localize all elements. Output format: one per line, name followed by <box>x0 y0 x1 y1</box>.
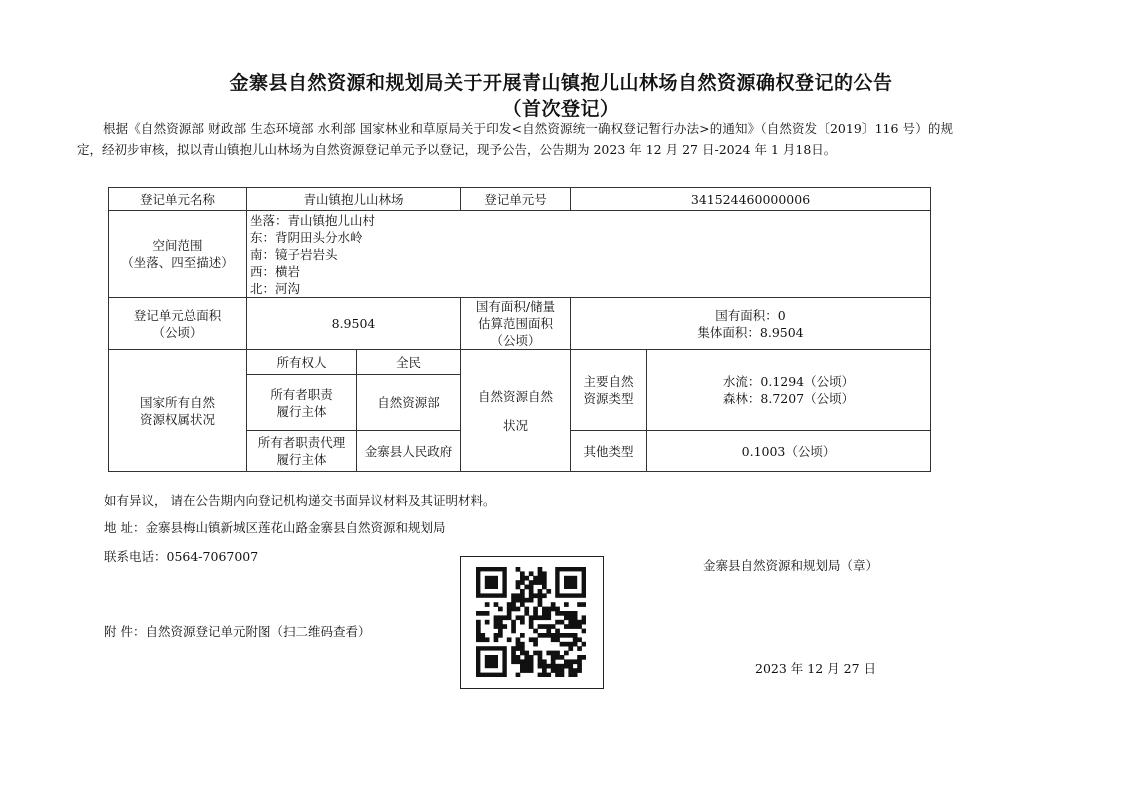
owner-label: 所有权人 <box>247 350 357 375</box>
notice-subtitle: （首次登记） <box>502 98 620 120</box>
owner-value: 全民 <box>357 350 461 375</box>
south-boundary-line: 南：镜子岩岩头 <box>250 247 338 262</box>
state-area-label-line1: 国有面积/储量 <box>475 299 556 314</box>
state-area-value <box>571 298 931 350</box>
qr-code-frame <box>460 556 604 689</box>
duty-holder-label-line2: 履行主体 <box>276 403 327 419</box>
natural-status-label-line2: 状况 <box>503 417 529 433</box>
unit-name-label: 登记单元名称 <box>109 188 247 211</box>
natural-status-label <box>461 350 571 472</box>
main-resource-type-label-line2: 资源类型 <box>583 391 634 406</box>
water-flow-area: 水流：0.1294（公顷） <box>722 374 855 389</box>
space-range-label <box>109 211 247 298</box>
main-resource-type-label-line1: 主要自然 <box>583 374 634 389</box>
total-area-label-line2: （公顷） <box>152 324 203 340</box>
east-boundary-line: 东：背阴田头分水岭 <box>250 230 363 245</box>
issue-date: 2023 年 12 月 27 日 <box>755 661 876 676</box>
duty-holder-label-line1: 所有者职责 <box>270 386 333 402</box>
notice-title: 金寨县自然资源和规划局关于开展青山镇抱儿山林场自然资源确权登记的公告 <box>229 72 893 94</box>
agent-holder-label-line1: 所有者职责代理 <box>257 435 346 450</box>
north-boundary-line: 北：河沟 <box>250 281 301 296</box>
attachment-line: 附 件：自然资源登记单元附图（扫二维码查看） <box>104 624 371 639</box>
unit-number-label: 登记单元号 <box>461 188 571 211</box>
natural-status-label-line1: 自然资源自然 <box>478 388 554 404</box>
duty-holder-label <box>247 375 357 431</box>
forest-area: 森林：8.7207（公顷） <box>722 391 855 406</box>
address-line: 地 址：金寨县梅山镇新城区莲花山路金寨县自然资源和规划局 <box>104 520 446 535</box>
qr-code-icon <box>476 567 586 677</box>
ownership-status-label-line2: 资源权属状况 <box>139 411 215 427</box>
collective-area: 集体面积：8.9504 <box>697 324 804 340</box>
space-range-label-line2: （坐落、四至描述） <box>121 255 234 270</box>
total-area-value: 8.9504 <box>247 298 461 350</box>
other-type-value: 0.1003（公顷） <box>647 431 931 472</box>
total-area-label <box>109 298 247 350</box>
agent-holder-label <box>247 431 357 472</box>
agent-holder-value: 金寨县人民政府 <box>357 431 461 472</box>
unit-number-value: 341524460000006 <box>571 188 931 211</box>
total-area-label-line1: 登记单元总面积 <box>133 307 222 323</box>
main-resource-type-label <box>571 350 647 431</box>
state-area-label <box>461 298 571 350</box>
west-boundary-line: 西：横岩 <box>250 264 301 279</box>
state-area-label-line3: （公顷） <box>490 333 541 348</box>
unit-name-value: 青山镇抱儿山林场 <box>247 188 461 211</box>
agent-holder-label-line2: 履行主体 <box>276 452 327 467</box>
space-range-label-line1: 空间范围 <box>152 238 203 253</box>
registration-table <box>108 187 931 472</box>
other-type-label: 其他类型 <box>571 431 647 472</box>
intro-paragraph: 根据《自然资源部 财政部 生态环境部 水利部 国家林业和草原局关于印发<自然资源统一确权登记暂行办法>的通知》（自然资发〔2019〕116 号）的规定，经初步审核，拟以青山镇抱儿山林场为自然资源登记单元予以登记，现予公告，公告期为 2023 年 12 月 27 日-2024 年 1 月18日。 <box>77 121 953 157</box>
state-owned-area: 国有面积：0 <box>715 307 786 323</box>
state-area-label-line2: 估算范围面积 <box>478 316 554 331</box>
issuing-organization: 金寨县自然资源和规划局（章） <box>703 558 879 573</box>
duty-holder-value: 自然资源部 <box>357 375 461 431</box>
objection-note: 如有异议， 请在公告期内向登记机构递交书面异议材料及其证明材料。 <box>104 493 496 508</box>
ownership-status-label <box>109 350 247 472</box>
main-resource-type-value <box>647 350 931 431</box>
space-range-description <box>247 211 931 298</box>
phone-line: 联系电话：0564-7067007 <box>104 549 259 564</box>
ownership-status-label-line1: 国家所有自然 <box>139 394 215 410</box>
location-line: 坐落：青山镇抱儿山村 <box>250 213 376 228</box>
